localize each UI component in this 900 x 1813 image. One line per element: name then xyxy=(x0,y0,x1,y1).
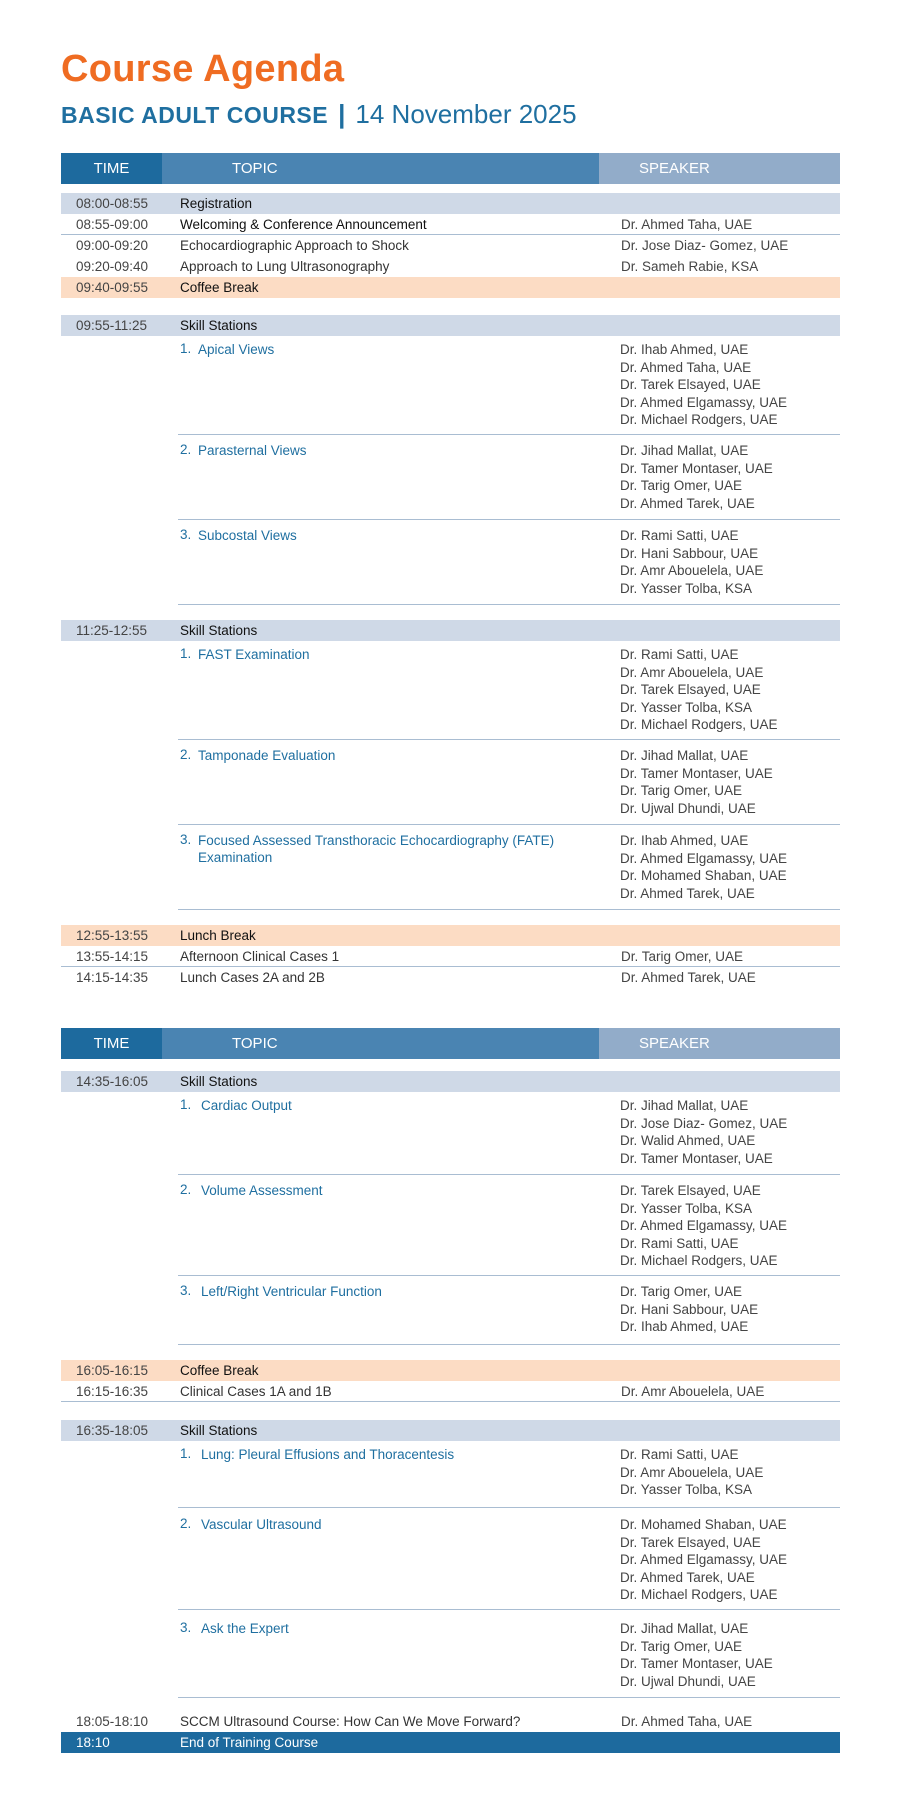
row-time: 12:55-13:55 xyxy=(76,928,149,943)
row-time: 08:00-08:55 xyxy=(76,196,149,211)
row-time: 13:55-14:15 xyxy=(76,949,149,964)
station-speakers xyxy=(620,646,778,734)
subtitle-separator: | xyxy=(338,99,346,129)
station-title: Vascular Ultrasound xyxy=(201,1517,322,1532)
row-speaker: Dr. Tarig Omer, UAE xyxy=(621,949,744,964)
row-topic: Approach to Lung Ultrasonography xyxy=(180,259,390,274)
speaker-name: Dr. Rami Satti, UAE xyxy=(620,528,739,543)
speaker-name: Dr. Ahmed Tarek, UAE xyxy=(620,1569,755,1585)
skill-station xyxy=(178,646,840,740)
row-time: 14:15-14:35 xyxy=(76,970,149,985)
speaker-name: Dr. Ihab Ahmed, UAE xyxy=(620,833,749,848)
station-number: 2. xyxy=(180,747,192,762)
table-row xyxy=(61,214,840,235)
station-number: 2. xyxy=(180,1182,192,1197)
station-title: Focused Assessed Transthoracic Echocardiography (FATE) Examination xyxy=(198,833,555,865)
speaker-name: Dr. Ahmed Taha, UAE xyxy=(620,359,752,375)
row-speaker: Dr. Sameh Rabie, KSA xyxy=(621,259,759,274)
speaker-name: Dr. Ujwal Dhundi, UAE xyxy=(620,1673,756,1689)
station-title: Volume Assessment xyxy=(201,1183,323,1198)
row-topic: Registration xyxy=(180,196,253,211)
station-speakers xyxy=(620,527,763,597)
station-number: 1. xyxy=(180,646,192,661)
row-time: 16:35-18:05 xyxy=(76,1423,149,1438)
header-speaker: SPEAKER xyxy=(599,1028,840,1059)
row-time: 09:20-09:40 xyxy=(76,259,149,274)
speaker-name: Dr. Ihab Ahmed, UAE xyxy=(620,1319,749,1334)
station-title: Subcostal Views xyxy=(198,528,297,543)
speaker-name: Dr. Ihab Ahmed, UAE xyxy=(620,342,749,357)
station-speakers xyxy=(620,1620,773,1690)
station-speakers xyxy=(620,1097,787,1167)
speaker-name: Dr. Tarig Omer, UAE xyxy=(620,783,743,798)
table-row xyxy=(61,1732,840,1753)
speaker-name: Dr. Tarig Omer, UAE xyxy=(620,1638,743,1654)
row-time: 09:00-09:20 xyxy=(76,238,149,253)
station-number: 2. xyxy=(180,442,192,457)
station-speakers xyxy=(620,832,787,902)
table-row xyxy=(61,1071,840,1092)
row-time: 14:35-16:05 xyxy=(76,1074,149,1089)
row-time: 16:05-16:15 xyxy=(76,1363,149,1378)
table-header xyxy=(61,1028,840,1059)
station-speakers xyxy=(620,1446,763,1499)
row-topic: Skill Stations xyxy=(180,1423,258,1438)
speaker-name: Dr. Jihad Mallat, UAE xyxy=(620,1098,749,1113)
header-topic: TOPIC xyxy=(162,153,599,184)
speaker-name: Dr. Hani Sabbour, UAE xyxy=(620,1301,759,1317)
table-header xyxy=(61,153,840,184)
speaker-name: Dr. Tarig Omer, UAE xyxy=(620,1284,743,1299)
table-row xyxy=(61,946,840,967)
table-row xyxy=(61,1420,840,1441)
row-topic: End of Training Course xyxy=(180,1735,319,1750)
speaker-name: Dr. Jihad Mallat, UAE xyxy=(620,1621,749,1636)
skill-station xyxy=(178,1283,840,1345)
row-topic: Clinical Cases 1A and 1B xyxy=(180,1384,332,1399)
row-time: 09:40-09:55 xyxy=(76,280,149,295)
row-time: 16:15-16:35 xyxy=(76,1384,149,1399)
speaker-name: Dr. Jihad Mallat, UAE xyxy=(620,443,749,458)
table-row xyxy=(61,235,840,256)
course-name: BASIC ADULT COURSE xyxy=(61,102,329,128)
table-row xyxy=(61,1360,840,1381)
header-time: TIME xyxy=(61,1028,162,1059)
page-title: Course Agenda xyxy=(61,48,345,90)
row-topic: Skill Stations xyxy=(180,1074,258,1089)
speaker-name: Dr. Michael Rodgers, UAE xyxy=(620,717,778,732)
station-number: 3. xyxy=(180,1620,192,1635)
table-row xyxy=(61,620,840,641)
station-number: 3. xyxy=(180,832,192,847)
skill-station xyxy=(178,747,840,825)
header-topic: TOPIC xyxy=(162,1028,599,1059)
skill-station xyxy=(178,1446,840,1508)
table-row xyxy=(61,925,840,946)
station-speakers xyxy=(620,341,787,429)
speaker-name: Dr. Yasser Tolba, KSA xyxy=(620,580,753,596)
speaker-name: Dr. Jose Diaz- Gomez, UAE xyxy=(620,1115,788,1131)
station-title: Lung: Pleural Effusions and Thoracentesis xyxy=(201,1447,455,1462)
row-speaker: Dr. Ahmed Tarek, UAE xyxy=(621,970,756,985)
station-speakers xyxy=(620,1516,787,1604)
skill-station xyxy=(178,1182,840,1276)
speaker-name: Dr. Ahmed Elgamassy, UAE xyxy=(620,394,788,410)
station-speakers xyxy=(620,442,773,512)
table-row xyxy=(61,1381,840,1402)
row-topic: Lunch Break xyxy=(180,928,256,943)
station-title: Ask the Expert xyxy=(201,1621,289,1636)
skill-station xyxy=(178,1516,840,1610)
skill-station xyxy=(178,527,840,605)
row-topic: Skill Stations xyxy=(180,318,258,333)
skill-station xyxy=(178,442,840,520)
speaker-name: Dr. Tamer Montaser, UAE xyxy=(620,1150,773,1166)
row-time: 09:55-11:25 xyxy=(76,318,148,333)
speaker-name: Dr. Ahmed Elgamassy, UAE xyxy=(620,1552,788,1567)
speaker-name: Dr. Amr Abouelela, UAE xyxy=(620,664,764,680)
row-topic: Coffee Break xyxy=(180,280,259,295)
table-row xyxy=(61,315,840,336)
table-row xyxy=(61,277,840,298)
row-speaker: Dr. Ahmed Taha, UAE xyxy=(621,1714,753,1729)
speaker-name: Dr. Amr Abouelela, UAE xyxy=(620,1464,764,1480)
speaker-name: Dr. Yasser Tolba, KSA xyxy=(620,1482,753,1497)
speaker-name: Dr. Mohamed Shaban, UAE xyxy=(620,868,787,883)
row-speaker: Dr. Jose Diaz- Gomez, UAE xyxy=(621,238,789,253)
row-time: 08:55-09:00 xyxy=(76,217,149,232)
skill-station xyxy=(178,341,840,435)
speaker-name: Dr. Yasser Tolba, KSA xyxy=(620,1200,753,1216)
speaker-name: Dr. Hani Sabbour, UAE xyxy=(620,545,759,561)
table-row xyxy=(61,193,840,214)
row-time: 11:25-12:55 xyxy=(76,623,148,638)
row-topic: Coffee Break xyxy=(180,1363,259,1378)
row-time: 18:10 xyxy=(76,1735,110,1750)
speaker-name: Dr. Tarek Elsayed, UAE xyxy=(620,377,761,392)
speaker-name: Dr. Tarek Elsayed, UAE xyxy=(620,682,761,697)
station-number: 1. xyxy=(180,1097,192,1112)
row-topic: Echocardiographic Approach to Shock xyxy=(180,238,409,253)
speaker-name: Dr. Yasser Tolba, KSA xyxy=(620,699,753,715)
speaker-name: Dr. Michael Rodgers, UAE xyxy=(620,1253,778,1268)
speaker-name: Dr. Tamer Montaser, UAE xyxy=(620,1656,773,1671)
station-title: Apical Views xyxy=(198,342,275,357)
speaker-name: Dr. Mohamed Shaban, UAE xyxy=(620,1517,787,1532)
header-time: TIME xyxy=(61,153,162,184)
station-title: Tamponade Evaluation xyxy=(198,748,336,763)
skill-station xyxy=(178,1620,840,1698)
row-topic: Welcoming & Conference Announcement xyxy=(180,217,427,232)
station-number: 3. xyxy=(180,1283,192,1298)
speaker-name: Dr. Ahmed Elgamassy, UAE xyxy=(620,850,788,866)
station-title: Left/Right Ventricular Function xyxy=(201,1284,382,1299)
speaker-name: Dr. Rami Satti, UAE xyxy=(620,1447,739,1462)
station-title: Parasternal Views xyxy=(198,443,307,458)
speaker-name: Dr. Tamer Montaser, UAE xyxy=(620,460,773,476)
station-number: 2. xyxy=(180,1516,192,1531)
speaker-name: Dr. Ahmed Elgamassy, UAE xyxy=(620,1218,788,1233)
station-speakers xyxy=(620,1283,758,1336)
speaker-name: Dr. Ujwal Dhundi, UAE xyxy=(620,800,756,816)
header-speaker: SPEAKER xyxy=(599,153,840,184)
speaker-name: Dr. Rami Satti, UAE xyxy=(620,1235,739,1251)
row-topic: Lunch Cases 2A and 2B xyxy=(180,970,325,985)
table-row xyxy=(61,1711,840,1732)
speaker-name: Dr. Tarek Elsayed, UAE xyxy=(620,1183,761,1198)
course-date: 14 November 2025 xyxy=(355,99,577,129)
table-row xyxy=(61,256,840,277)
row-topic: Skill Stations xyxy=(180,623,258,638)
page-subtitle xyxy=(61,99,577,130)
speaker-name: Dr. Walid Ahmed, UAE xyxy=(620,1133,756,1148)
speaker-name: Dr. Amr Abouelela, UAE xyxy=(620,563,764,578)
speaker-name: Dr. Rami Satti, UAE xyxy=(620,647,739,662)
skill-station xyxy=(178,1097,840,1175)
station-title: FAST Examination xyxy=(198,647,310,662)
row-speaker: Dr. Ahmed Taha, UAE xyxy=(621,217,753,232)
speaker-name: Dr. Michael Rodgers, UAE xyxy=(620,1587,778,1602)
station-speakers xyxy=(620,747,773,817)
row-topic: Afternoon Clinical Cases 1 xyxy=(180,949,340,964)
station-number: 1. xyxy=(180,1446,192,1461)
speaker-name: Dr. Ahmed Tarek, UAE xyxy=(620,495,755,511)
speaker-name: Dr. Tarek Elsayed, UAE xyxy=(620,1534,761,1550)
row-topic: SCCM Ultrasound Course: How Can We Move Forward? xyxy=(180,1714,521,1729)
station-number: 1. xyxy=(180,341,192,356)
speaker-name: Dr. Tarig Omer, UAE xyxy=(620,478,743,493)
table-row xyxy=(61,967,840,988)
speaker-name: Dr. Ahmed Tarek, UAE xyxy=(620,885,755,901)
speaker-name: Dr. Tamer Montaser, UAE xyxy=(620,765,773,781)
station-speakers xyxy=(620,1182,787,1270)
station-title: Cardiac Output xyxy=(201,1098,292,1113)
row-time: 18:05-18:10 xyxy=(76,1714,149,1729)
skill-station xyxy=(178,832,840,910)
speaker-name: Dr. Michael Rodgers, UAE xyxy=(620,412,778,427)
row-speaker: Dr. Amr Abouelela, UAE xyxy=(621,1384,765,1399)
station-number: 3. xyxy=(180,527,192,542)
speaker-name: Dr. Jihad Mallat, UAE xyxy=(620,748,749,763)
